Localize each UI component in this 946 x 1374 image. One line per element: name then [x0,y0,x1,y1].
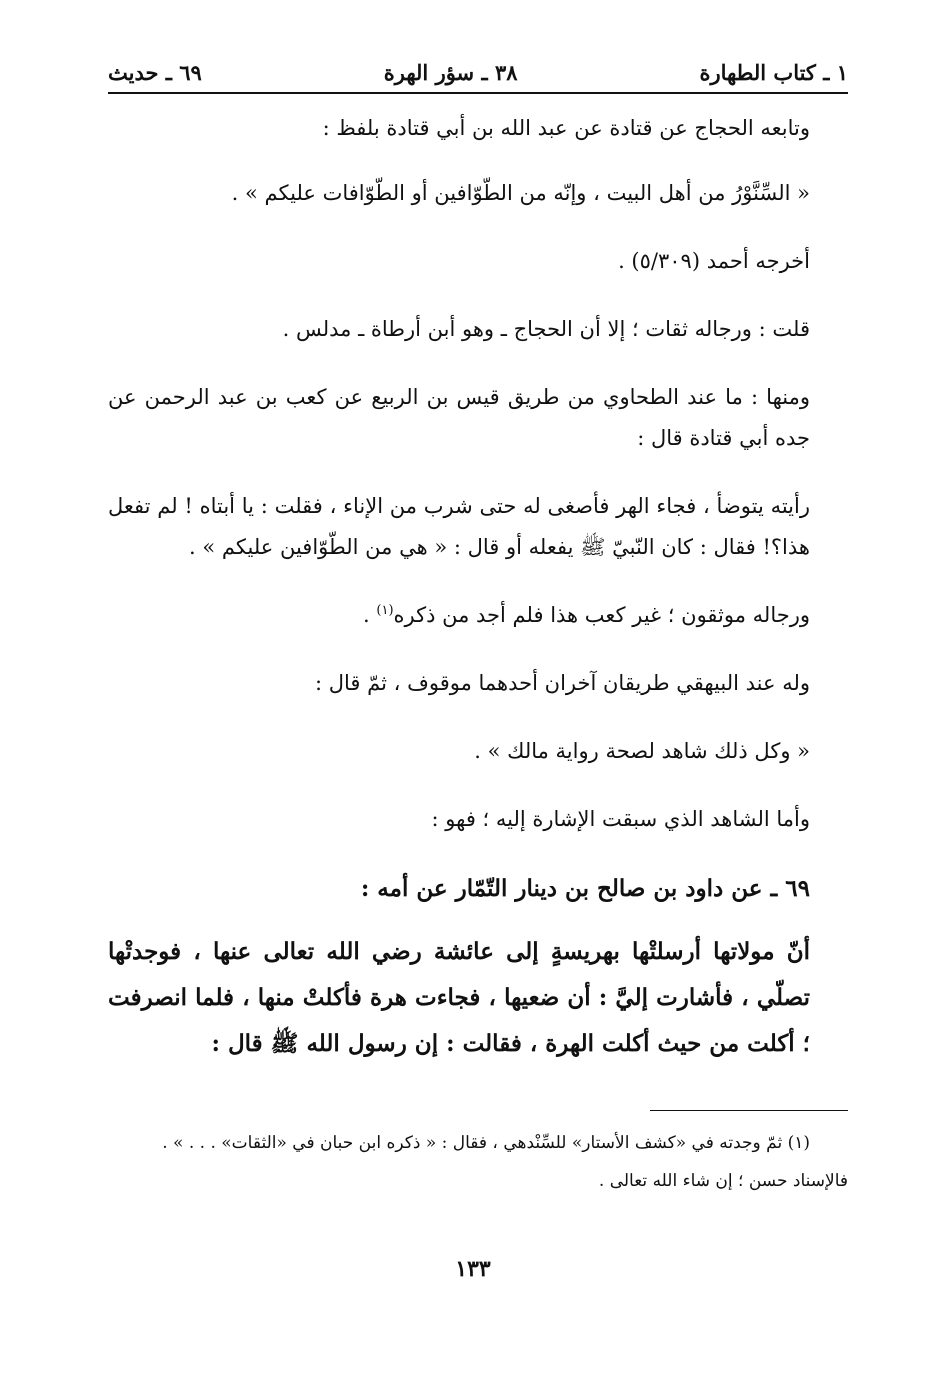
hadith-text: أنّ مولاتها أرسلتْها بهريسةٍ إلى عائشة رضي الله تعالى عنها ، فوجدتْها تصلّي ، فأشارت إليَّ : أن ضعيها ، فجاءت هرة فأكلتْ منها ، فلما انصرفت ؛ أكلت من حيث أكلت الهرة ، فقالت : إن رسول الله ﷺ قال : [108,938,810,1057]
paragraph: وله عند البيهقي طريقان آخران أحدهما موقوف ، ثمّ قال : [315,671,810,695]
quote-paragraph: « وكل ذلك شاهد لصحة رواية مالك » . [474,739,810,763]
footnote-marker[interactable]: (١) [376,603,394,618]
quote-paragraph: « السِّنَّوْرُ من أهل البيت ، وإنّه من الطّوّافين أو الطّوّافات عليكم » . [231,181,810,205]
footnote-line: فالإسناد حسن ؛ إن شاء الله تعالى . [598,1171,848,1191]
header-hadith-ref: ٦٩ ـ حديث [108,59,202,85]
body-text [108,108,848,1067]
hadith-heading: ٦٩ ـ عن داود بن صالح بن دينار التّمّار عن أمه : [360,875,810,902]
paragraph: وتابعه الحجاج عن قتادة عن عبد الله بن أبي قتادة بلفظ : [322,116,810,140]
header-chapter: ١ ـ كتاب الطهارة [699,59,848,85]
paragraph: ومنها : ما عند الطحاوي من طريق قيس بن الربيع عن كعب بن عبد الرحمن عن جده أبي قتادة قال : [108,385,810,450]
quote-paragraph: رأيته يتوضأ ، فجاء الهر فأصغى له حتى شرب من الإناء ، فقلت : يا أبتاه ! لم تفعل هذا؟! فقال : كان النّبيّ ﷺ يفعله أو قال : « هي من الطّوّافين عليكم » . [108,494,810,559]
paragraph-text: ورجاله موثقون ؛ غير كعب هذا فلم أجد من ذكره [393,603,810,627]
running-header [108,52,848,94]
paragraph: وأما الشاهد الذي سبقت الإشارة إليه ؛ فهو : [431,807,810,831]
page-number: ١٣٣ [455,1256,491,1282]
footnotes [108,1124,848,1200]
paragraph: قلت : ورجاله ثقات ؛ إلا أن الحجاج ـ وهو أبن أرطاة ـ مدلس . [282,317,810,341]
header-section: ٣٨ ـ سؤر الهرة [383,59,518,85]
paragraph-with-footnote [108,595,848,636]
paragraph: أخرجه أحمد (٥/٣٠٩) . [618,249,810,273]
paragraph-end: . [363,603,377,627]
footnote-line: (١) ثمّ وجدته في «كشف الأستار» للسِّنْدهي ، فقال : « ذكره ابن حبان في «الثقات» . . . » . [162,1133,810,1153]
footnote-divider [650,1110,848,1111]
